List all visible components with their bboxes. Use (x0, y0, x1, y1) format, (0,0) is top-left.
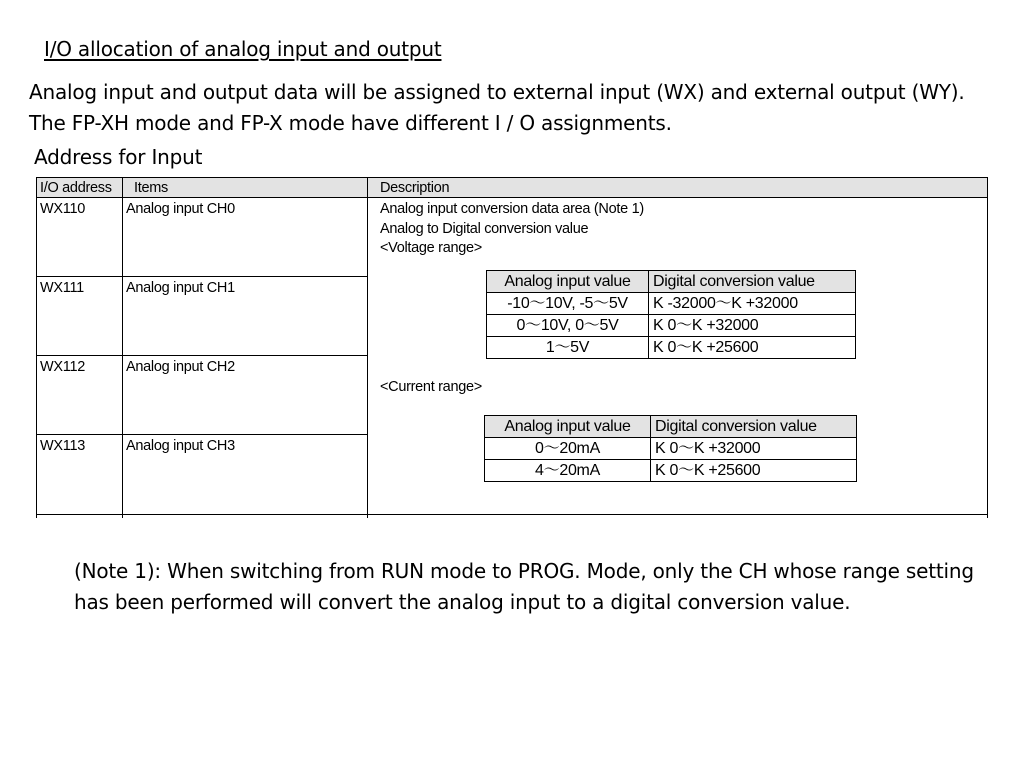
section-heading: Address for Input (34, 145, 203, 169)
intro-paragraph: Analog input and output data will be assigned to external input (WX) and external output (WY). The FP-XH mode and FP-X mode have different I / O assignments. (29, 80, 965, 135)
row-address-wx110: WX110 (40, 201, 85, 217)
table-cell: 4～20mA (485, 460, 651, 482)
table-cell: K 0～K +32000 (651, 438, 857, 460)
table-cell: K -32000～K +32000 (649, 293, 856, 315)
column-header: Digital conversion value (649, 271, 856, 293)
row-divider (36, 276, 368, 277)
table-right-border (987, 177, 988, 518)
table-row (485, 438, 857, 460)
table-header-divider (36, 197, 988, 198)
row-item-ch2: Analog input CH2 (126, 359, 235, 375)
column-header: Digital conversion value (651, 416, 857, 438)
description-line-1: Analog input conversion data area (Note 1) (380, 201, 644, 217)
table-left-border (36, 177, 37, 518)
voltage-range-label: <Voltage range> (380, 240, 482, 256)
table-cell: -10～10V, -5～5V (487, 293, 649, 315)
table-cell: K 0～K +32000 (649, 315, 856, 337)
column-divider (122, 177, 123, 518)
table-cell: 0～10V, 0～5V (487, 315, 649, 337)
current-range-table (484, 415, 857, 482)
row-item-ch0: Analog input CH0 (126, 201, 235, 217)
column-header: Analog input value (487, 271, 649, 293)
description-line-2: Analog to Digital conversion value (380, 221, 589, 237)
table-header-background (37, 178, 987, 197)
row-item-ch1: Analog input CH1 (126, 280, 235, 296)
table-row (487, 337, 856, 359)
column-divider (367, 177, 368, 518)
table-row (487, 293, 856, 315)
table-top-border (36, 177, 988, 178)
row-item-ch3: Analog input CH3 (126, 438, 235, 454)
row-divider (36, 434, 368, 435)
voltage-range-table (486, 270, 856, 359)
row-divider (36, 355, 368, 356)
table-cell: 1～5V (487, 337, 649, 359)
column-header: Analog input value (485, 416, 651, 438)
current-range-label: <Current range> (380, 379, 482, 395)
table-header-row (485, 416, 857, 438)
table-row (487, 315, 856, 337)
table-cell: K 0～K +25600 (651, 460, 857, 482)
table-row (485, 460, 857, 482)
table-cell: K 0～K +25600 (649, 337, 856, 359)
table-header-row (487, 271, 856, 293)
table-cell: 0～20mA (485, 438, 651, 460)
page-title: I/O allocation of analog input and output (44, 37, 442, 61)
footnote: (Note 1): When switching from RUN mode to PROG. Mode, only the CH whose range setting has been performed will convert the analog input to a digital conversion value. (74, 559, 974, 614)
header-io-address: I/O address (40, 180, 112, 196)
header-description: Description (380, 180, 450, 196)
table-bottom-border (36, 514, 988, 515)
row-address-wx111: WX111 (40, 280, 84, 296)
row-address-wx113: WX113 (40, 438, 85, 454)
header-items: Items (134, 180, 168, 196)
row-address-wx112: WX112 (40, 359, 85, 375)
